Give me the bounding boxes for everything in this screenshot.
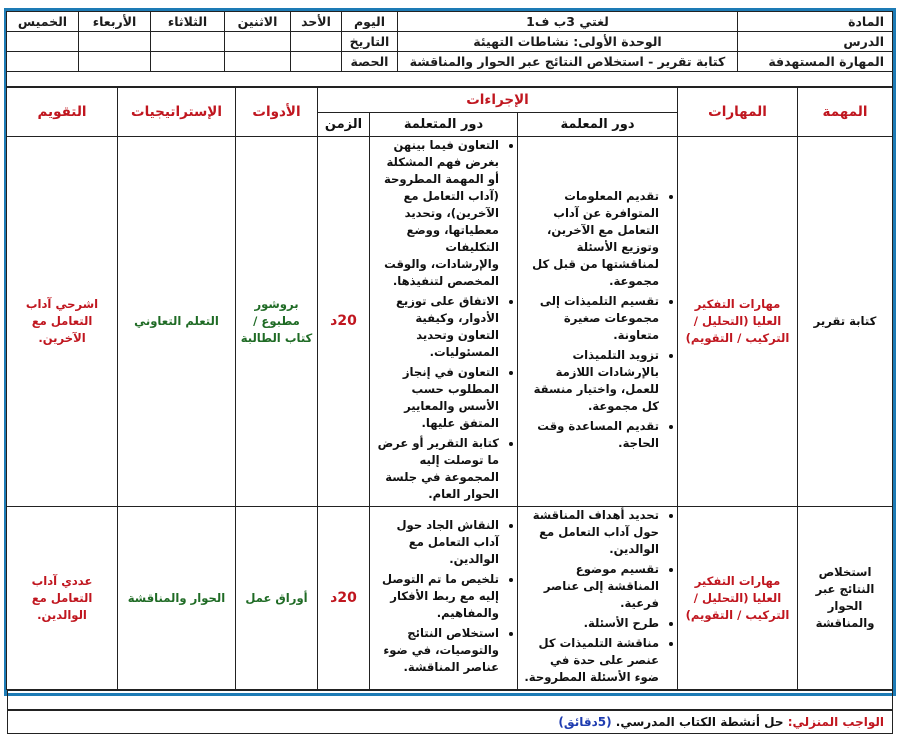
empty-row [8,691,893,710]
header-table [6,11,893,87]
skill-value: كتابة تقرير - استخلاص النتائج عبر الحوار والمناقشة [398,52,738,72]
strategies-header: الإستراتيجيات [118,88,236,137]
date-cell-thursday [7,32,79,52]
time-cell: 20د [318,137,370,507]
strategy-cell: الحوار والمناقشة [118,507,236,690]
period-cell-sunday [291,52,342,72]
day-sunday: الأحد [291,12,342,32]
date-cell-sunday [291,32,342,52]
student-role-header: دور المتعلمة [370,112,518,137]
time-header: الزمن [318,112,370,137]
skills-header: المهارات [678,88,798,137]
tools-header: الأدوات [236,88,318,137]
task-header: المهمة [798,88,893,137]
skills-cell: مهارات التفكير العليا (التحليل / التركيب / التقويم) [678,137,798,507]
student-role-list [374,517,513,676]
period-cell-wednesday [79,52,151,72]
day-monday: الاثنين [225,12,291,32]
list-item: • الاتفاق على توزيع الأدوار، وكيفية التعاون وتحديد المسئوليات. [376,293,499,361]
student-role-cell [370,507,518,690]
subject-label: المادة [738,12,893,32]
skills-cell: مهارات التفكير العليا (التحليل / التركيب / التقويم) [678,507,798,690]
day-wednesday: الأربعاء [79,12,151,32]
procedures-header: الإجراءات [318,88,678,113]
tools-cell: بروشور مطبوع / كتاب الطالبة [236,137,318,507]
evaluation-cell: اشرحي آداب التعامل مع الآخرين. [7,137,118,507]
teacher-role-list [522,188,673,452]
homework-cell [8,711,893,734]
date-cell-wednesday [79,32,151,52]
subject-value: لغتي 3ب ف1 [398,12,738,32]
homework-text: حل أنشطة الكتاب المدرسي. [615,715,784,729]
strategy-cell: التعلم التعاوني [118,137,236,507]
day-thursday: الخميس [7,12,79,32]
empty-row-table [7,690,893,710]
list-item: • التعاون فيما بينهن بغرض فهم المشكلة أو المهمة المطروحة (آداب التعامل مع الآخرين)، وتحديد معطياتها، ووضع التكليفات والإرشادات، والوقت المخصص لتنفيذها. [376,137,499,290]
student-role-cell [370,137,518,507]
task-cell: استخلاص النتائج عبر الحوار والمناقشة [798,507,893,690]
teacher-role-cell [518,507,678,690]
period-cell-thursday [7,52,79,72]
list-item: • التعاون في إنجاز المطلوب حسب الأسس والمعايير المتفق عليها. [376,364,499,432]
homework-label: الواجب المنزلي: [787,715,884,729]
list-item: • استخلاص النتائج والتوصيات، في ضوء عناصر المناقشة. [376,625,499,676]
list-item: • تلخيص ما تم التوصل إليه مع ربط الأفكار والمفاهيم. [376,571,499,622]
procedures-table [6,87,893,690]
lesson-value: الوحدة الأولى: نشاطات التهيئة [398,32,738,52]
lesson-plan-sheet [4,8,896,729]
spacer-row [7,72,893,87]
list-item: • مناقشة التلميذات كل عنصر على حدة في ضوء الأسئلة المطروحة. [524,635,659,686]
list-item: • تقسيم موضوع المناقشة إلى عناصر فرعية. [524,561,659,612]
list-item: • تقديم المساعدة وقت الحاجة. [524,418,659,452]
student-role-list [374,137,513,503]
date-cell-tuesday [151,32,225,52]
day-label: اليوم [342,12,398,32]
list-item: • طرح الأسئلة. [524,615,659,632]
task-cell: كتابة تقرير [798,137,893,507]
list-item: • تقديم المعلومات المتوافرة عن آداب التعامل مع الآخرين، وتوزيع الأسئلة لمناقشتها من قبل كل مجموعة. [524,188,659,290]
teacher-role-header: دور المعلمة [518,112,678,137]
period-cell-monday [225,52,291,72]
evaluation-header: التقويم [7,88,118,137]
day-tuesday: الثلاثاء [151,12,225,32]
lesson-label: الدرس [738,32,893,52]
period-cell-tuesday [151,52,225,72]
teacher-role-list [522,507,673,686]
list-item: • تقسيم التلميذات إلى مجموعات صغيرة متعاونة. [524,293,659,344]
evaluation-cell: عددي آداب التعامل مع الوالدين. [7,507,118,690]
list-item: • تحديد أهداف المناقشة حول آداب التعامل مع الوالدين. [524,507,659,558]
teacher-role-cell [518,137,678,507]
list-item: • تزويد التلميذات بالإرشادات اللازمة للعمل، واختيار منسقة كل مجموعة. [524,347,659,415]
list-item: • كتابة التقرير أو عرض ما توصلت إليه المجموعة في جلسة الحوار العام. [376,435,499,503]
table-row [7,507,893,690]
skill-label: المهارة المستهدفة [738,52,893,72]
homework-table [7,710,893,734]
date-cell-monday [225,32,291,52]
homework-time: (5دقائق) [558,715,612,729]
list-item: • النقاش الجاد حول آداب التعامل مع الوالدين. [376,517,499,568]
time-cell: 20د [318,507,370,690]
date-label: التاريخ [342,32,398,52]
table-row [7,137,893,507]
period-label: الحصة [342,52,398,72]
tools-cell: أوراق عمل [236,507,318,690]
